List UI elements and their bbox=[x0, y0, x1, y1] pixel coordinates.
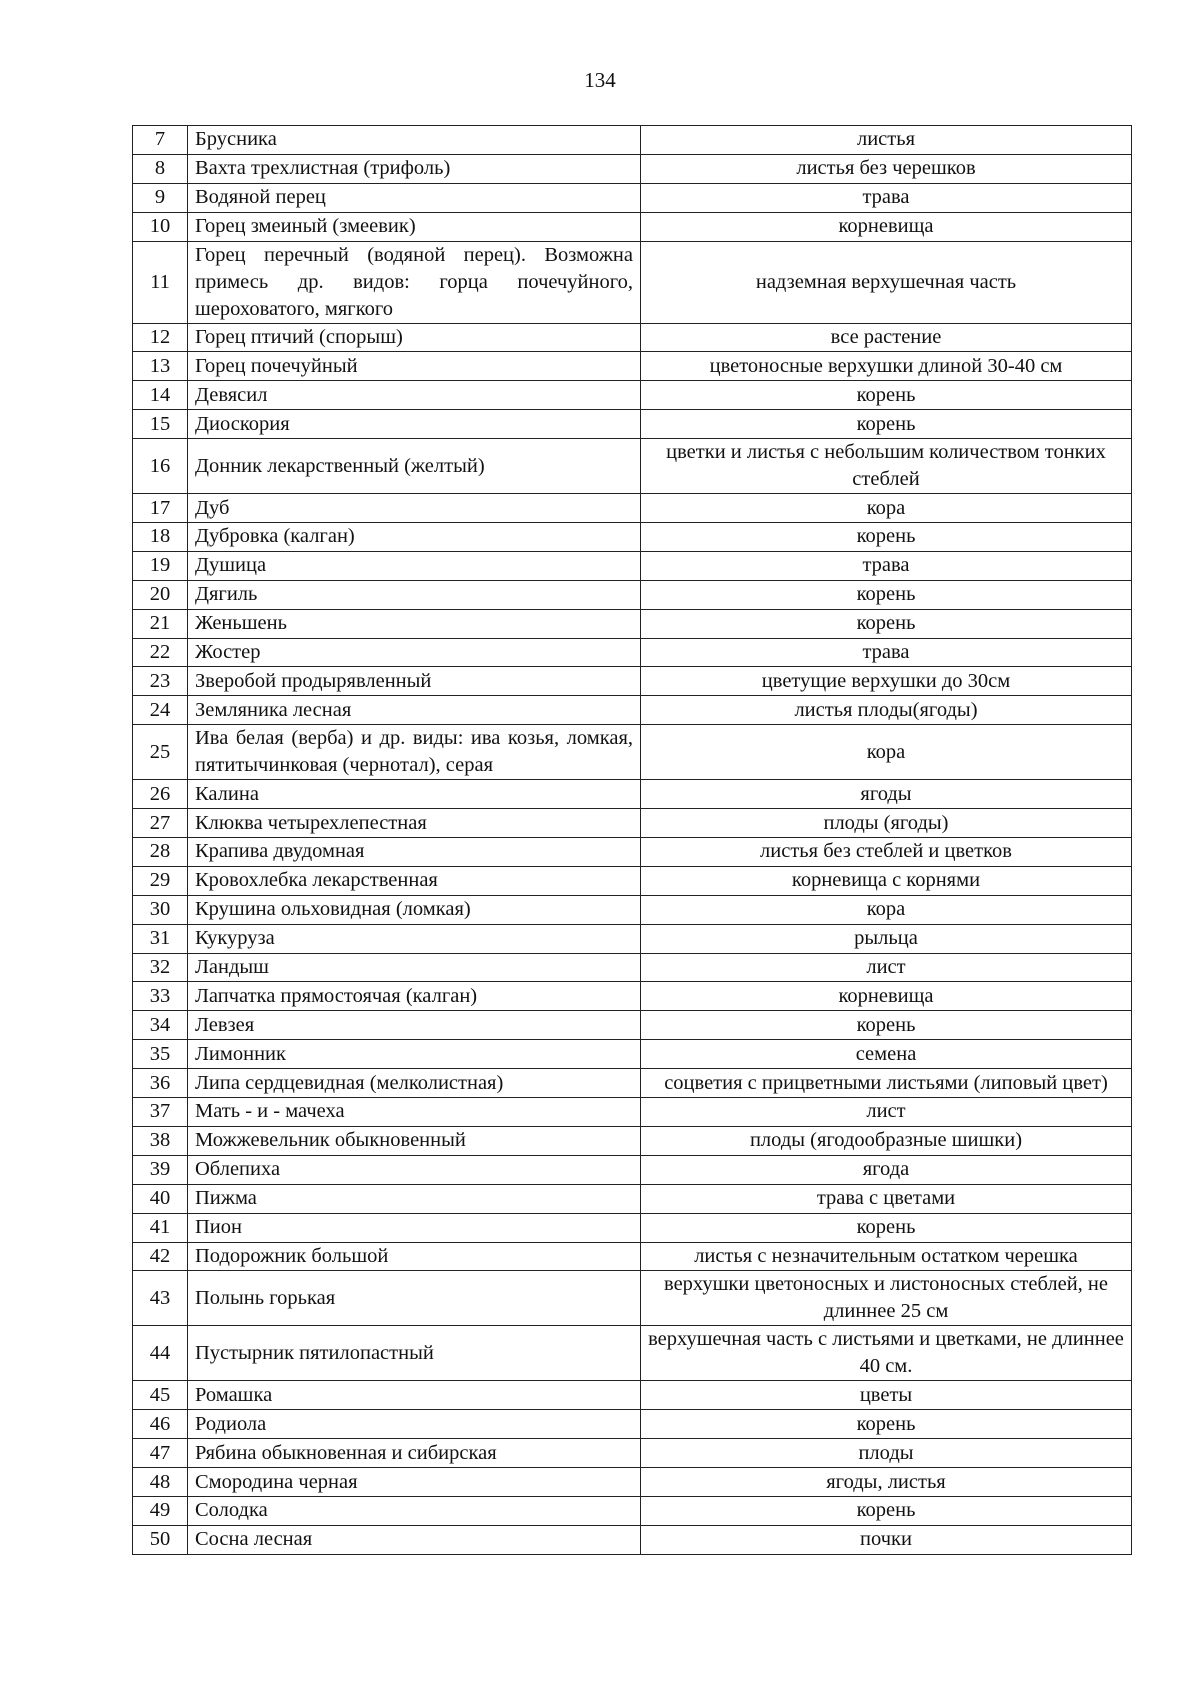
table-row bbox=[133, 1496, 1132, 1525]
row-number: 12 bbox=[133, 323, 188, 352]
table-row bbox=[133, 1155, 1132, 1184]
table-row bbox=[133, 323, 1132, 352]
table-row bbox=[133, 1410, 1132, 1439]
table-row bbox=[133, 866, 1132, 895]
row-number: 24 bbox=[133, 696, 188, 725]
plant-name: Родиола bbox=[188, 1410, 641, 1439]
raw-material-part: корень bbox=[641, 381, 1132, 410]
table-row bbox=[133, 1069, 1132, 1098]
row-number: 32 bbox=[133, 953, 188, 982]
raw-material-part: корневища bbox=[641, 212, 1132, 241]
row-number: 43 bbox=[133, 1271, 188, 1326]
plant-name: Смородина черная bbox=[188, 1468, 641, 1497]
table-row bbox=[133, 551, 1132, 580]
row-number: 50 bbox=[133, 1525, 188, 1554]
table-row bbox=[133, 1242, 1132, 1271]
plant-name: Горец птичий (спорыш) bbox=[188, 323, 641, 352]
plant-name: Горец перечный (водяной перец). Возможна примесь др. видов: горца почечуйного, шероховатого, мягкого bbox=[188, 241, 641, 323]
raw-material-part: верхушечная часть с листьями и цветками, не длиннее 40 см. bbox=[641, 1326, 1132, 1381]
table-row bbox=[133, 381, 1132, 410]
raw-material-part: корень bbox=[641, 609, 1132, 638]
table-row bbox=[133, 1040, 1132, 1069]
plant-name: Мать - и - мачеха bbox=[188, 1098, 641, 1127]
plant-name: Дубровка (калган) bbox=[188, 523, 641, 552]
raw-material-part: корневища bbox=[641, 982, 1132, 1011]
raw-material-part: трава bbox=[641, 551, 1132, 580]
raw-material-part: соцветия с прицветными листьями (липовый цвет) bbox=[641, 1069, 1132, 1098]
table-row bbox=[133, 725, 1132, 780]
row-number: 25 bbox=[133, 725, 188, 780]
table-row bbox=[133, 1525, 1132, 1554]
table-row bbox=[133, 212, 1132, 241]
plant-name: Лапчатка прямостоячая (калган) bbox=[188, 982, 641, 1011]
row-number: 42 bbox=[133, 1242, 188, 1271]
table-row bbox=[133, 183, 1132, 212]
plant-name: Ландыш bbox=[188, 953, 641, 982]
table-row bbox=[133, 1098, 1132, 1127]
raw-material-part: цветки и листья с небольшим количеством тонких стеблей bbox=[641, 439, 1132, 494]
plant-name: Облепиха bbox=[188, 1155, 641, 1184]
row-number: 14 bbox=[133, 381, 188, 410]
row-number: 8 bbox=[133, 154, 188, 183]
raw-material-part: кора bbox=[641, 725, 1132, 780]
row-number: 36 bbox=[133, 1069, 188, 1098]
plant-name: Земляника лесная bbox=[188, 696, 641, 725]
plant-name: Душица bbox=[188, 551, 641, 580]
table-row bbox=[133, 982, 1132, 1011]
raw-material-part: корень bbox=[641, 580, 1132, 609]
table-row bbox=[133, 838, 1132, 867]
page-number: 134 bbox=[584, 68, 616, 92]
raw-material-part: лист bbox=[641, 953, 1132, 982]
table-row bbox=[133, 410, 1132, 439]
raw-material-part: надземная верхушечная часть bbox=[641, 241, 1132, 323]
plant-name: Дуб bbox=[188, 494, 641, 523]
plant-name: Жостер bbox=[188, 638, 641, 667]
plant-name: Пустырник пятилопастный bbox=[188, 1326, 641, 1381]
raw-material-part: трава с цветами bbox=[641, 1184, 1132, 1213]
plant-name: Левзея bbox=[188, 1011, 641, 1040]
row-number: 22 bbox=[133, 638, 188, 667]
row-number: 29 bbox=[133, 866, 188, 895]
plant-name: Ромашка bbox=[188, 1381, 641, 1410]
row-number: 19 bbox=[133, 551, 188, 580]
raw-material-part: плоды bbox=[641, 1439, 1132, 1468]
row-number: 15 bbox=[133, 410, 188, 439]
raw-material-part: верхушки цветоносных и листоносных стеблей, не длиннее 25 см bbox=[641, 1271, 1132, 1326]
raw-material-part: трава bbox=[641, 183, 1132, 212]
plant-name: Дягиль bbox=[188, 580, 641, 609]
plant-name: Вахта трехлистная (трифоль) bbox=[188, 154, 641, 183]
raw-material-part: листья без черешков bbox=[641, 154, 1132, 183]
raw-material-part: корень bbox=[641, 1410, 1132, 1439]
table-row bbox=[133, 696, 1132, 725]
table-row bbox=[133, 895, 1132, 924]
raw-material-part: рыльца bbox=[641, 924, 1132, 953]
plant-name: Донник лекарственный (желтый) bbox=[188, 439, 641, 494]
plant-name: Кровохлебка лекарственная bbox=[188, 866, 641, 895]
plants-table bbox=[132, 125, 1132, 1555]
row-number: 34 bbox=[133, 1011, 188, 1040]
table-row bbox=[133, 126, 1132, 155]
table-row bbox=[133, 1126, 1132, 1155]
plant-name: Кукуруза bbox=[188, 924, 641, 953]
row-number: 48 bbox=[133, 1468, 188, 1497]
row-number: 13 bbox=[133, 352, 188, 381]
table-row bbox=[133, 1439, 1132, 1468]
plant-name: Подорожник большой bbox=[188, 1242, 641, 1271]
row-number: 39 bbox=[133, 1155, 188, 1184]
plant-name: Рябина обыкновенная и сибирская bbox=[188, 1439, 641, 1468]
raw-material-part: корень bbox=[641, 1011, 1132, 1040]
row-number: 7 bbox=[133, 126, 188, 155]
table-row bbox=[133, 1468, 1132, 1497]
plant-name: Лимонник bbox=[188, 1040, 641, 1069]
table-row bbox=[133, 154, 1132, 183]
plant-name: Пижма bbox=[188, 1184, 641, 1213]
raw-material-part: кора bbox=[641, 895, 1132, 924]
row-number: 47 bbox=[133, 1439, 188, 1468]
raw-material-part: корень bbox=[641, 523, 1132, 552]
raw-material-part: цветоносные верхушки длиной 30-40 см bbox=[641, 352, 1132, 381]
row-number: 27 bbox=[133, 809, 188, 838]
plant-name: Сосна лесная bbox=[188, 1525, 641, 1554]
table-row bbox=[133, 780, 1132, 809]
plant-name: Пион bbox=[188, 1213, 641, 1242]
row-number: 28 bbox=[133, 838, 188, 867]
plant-name: Липа сердцевидная (мелколистная) bbox=[188, 1069, 641, 1098]
raw-material-part: плоды (ягоды) bbox=[641, 809, 1132, 838]
raw-material-part: ягода bbox=[641, 1155, 1132, 1184]
raw-material-part: корень bbox=[641, 1496, 1132, 1525]
table-row bbox=[133, 953, 1132, 982]
plant-name: Женьшень bbox=[188, 609, 641, 638]
raw-material-part: корень bbox=[641, 1213, 1132, 1242]
table-row bbox=[133, 523, 1132, 552]
plant-name: Девясил bbox=[188, 381, 641, 410]
plant-name: Калина bbox=[188, 780, 641, 809]
table-row bbox=[133, 1184, 1132, 1213]
table-row bbox=[133, 809, 1132, 838]
plants-table-body bbox=[133, 126, 1132, 1555]
table-row bbox=[133, 580, 1132, 609]
table-row bbox=[133, 494, 1132, 523]
table-row bbox=[133, 1381, 1132, 1410]
row-number: 35 bbox=[133, 1040, 188, 1069]
row-number: 9 bbox=[133, 183, 188, 212]
row-number: 10 bbox=[133, 212, 188, 241]
plant-name: Ива белая (верба) и др. виды: ива козья, ломкая, пятитычинковая (чернотал), серая bbox=[188, 725, 641, 780]
plant-name: Зверобой продырявленный bbox=[188, 667, 641, 696]
table-row bbox=[133, 439, 1132, 494]
table-row bbox=[133, 609, 1132, 638]
raw-material-part: листья без стеблей и цветков bbox=[641, 838, 1132, 867]
plant-name: Полынь горькая bbox=[188, 1271, 641, 1326]
raw-material-part: корень bbox=[641, 410, 1132, 439]
raw-material-part: ягоды, листья bbox=[641, 1468, 1132, 1497]
plant-name: Клюква четырехлепестная bbox=[188, 809, 641, 838]
row-number: 46 bbox=[133, 1410, 188, 1439]
plant-name: Горец змеиный (змеевик) bbox=[188, 212, 641, 241]
row-number: 40 bbox=[133, 1184, 188, 1213]
table-row bbox=[133, 667, 1132, 696]
plant-name: Крушина ольховидная (ломкая) bbox=[188, 895, 641, 924]
raw-material-part: цветущие верхушки до 30см bbox=[641, 667, 1132, 696]
raw-material-part: корневища с корнями bbox=[641, 866, 1132, 895]
table-row bbox=[133, 638, 1132, 667]
plant-name: Водяной перец bbox=[188, 183, 641, 212]
table-row bbox=[133, 924, 1132, 953]
row-number: 18 bbox=[133, 523, 188, 552]
raw-material-part: трава bbox=[641, 638, 1132, 667]
raw-material-part: цветы bbox=[641, 1381, 1132, 1410]
raw-material-part: плоды (ягодообразные шишки) bbox=[641, 1126, 1132, 1155]
plant-name: Можжевельник обыкновенный bbox=[188, 1126, 641, 1155]
row-number: 31 bbox=[133, 924, 188, 953]
row-number: 16 bbox=[133, 439, 188, 494]
row-number: 49 bbox=[133, 1496, 188, 1525]
row-number: 23 bbox=[133, 667, 188, 696]
table-row bbox=[133, 1213, 1132, 1242]
row-number: 21 bbox=[133, 609, 188, 638]
raw-material-part: листья с незначительным остатком черешка bbox=[641, 1242, 1132, 1271]
raw-material-part: кора bbox=[641, 494, 1132, 523]
row-number: 26 bbox=[133, 780, 188, 809]
raw-material-part: листья bbox=[641, 126, 1132, 155]
table-row bbox=[133, 1011, 1132, 1040]
row-number: 44 bbox=[133, 1326, 188, 1381]
plant-name: Брусника bbox=[188, 126, 641, 155]
table-row bbox=[133, 1271, 1132, 1326]
row-number: 30 bbox=[133, 895, 188, 924]
row-number: 45 bbox=[133, 1381, 188, 1410]
row-number: 11 bbox=[133, 241, 188, 323]
raw-material-part: почки bbox=[641, 1525, 1132, 1554]
row-number: 38 bbox=[133, 1126, 188, 1155]
raw-material-part: семена bbox=[641, 1040, 1132, 1069]
table-row bbox=[133, 241, 1132, 323]
row-number: 20 bbox=[133, 580, 188, 609]
row-number: 37 bbox=[133, 1098, 188, 1127]
plant-name: Солодка bbox=[188, 1496, 641, 1525]
table-row bbox=[133, 352, 1132, 381]
raw-material-part: листья плоды(ягоды) bbox=[641, 696, 1132, 725]
raw-material-part: лист bbox=[641, 1098, 1132, 1127]
raw-material-part: ягоды bbox=[641, 780, 1132, 809]
raw-material-part: все растение bbox=[641, 323, 1132, 352]
table-row bbox=[133, 1326, 1132, 1381]
row-number: 17 bbox=[133, 494, 188, 523]
row-number: 33 bbox=[133, 982, 188, 1011]
plant-name: Горец почечуйный bbox=[188, 352, 641, 381]
plant-name: Крапива двудомная bbox=[188, 838, 641, 867]
plant-name: Диоскория bbox=[188, 410, 641, 439]
row-number: 41 bbox=[133, 1213, 188, 1242]
